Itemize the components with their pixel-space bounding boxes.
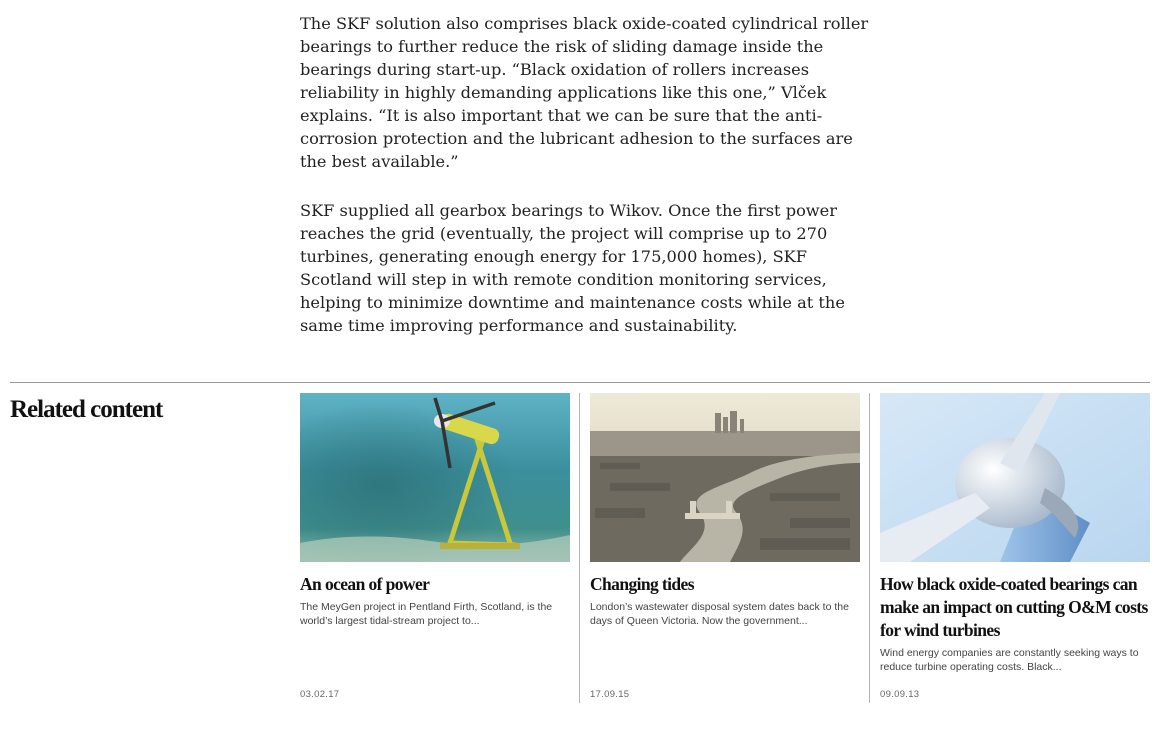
section-divider bbox=[10, 382, 1150, 383]
related-card-title[interactable]: An ocean of power bbox=[300, 574, 430, 594]
related-card-black-oxide-bearings[interactable] bbox=[880, 393, 1150, 703]
card-separator bbox=[869, 393, 870, 703]
related-card-excerpt: Wind energy companies are constantly seeking ways to reduce turbine operating costs. Black... bbox=[880, 647, 1139, 673]
related-card-excerpt: The MeyGen project in Pentland Firth, Scotland, is the world’s largest tidal-stream project to... bbox=[300, 601, 553, 627]
card-separator bbox=[579, 393, 580, 703]
underwater-tidal-turbine-image[interactable] bbox=[300, 393, 570, 562]
related-card-title[interactable]: How black oxide-coated bearings can make an impact on cutting O&M costs for wind turbines bbox=[880, 574, 1148, 640]
related-content-heading: Related content bbox=[10, 396, 163, 423]
article-paragraph: The SKF solution also comprises black oxide-coated cylindrical roller bearings to further reduce the risk of sliding damage inside the bearings during start-up. “Black oxidation of rollers increases reliability in highly demanding applications like this one,” Vlček explains. “It is also important that we can be sure that the anti-corrosion protection and the lubricant adhesion to the surfaces are the best available.” bbox=[300, 14, 869, 171]
article-paragraph: SKF supplied all gearbox bearings to Wikov. Once the first power reaches the grid (eventually, the project will comprise up to 270 turbines, generating enough energy for 175,000 homes), SKF Scotland will step in with remote condition monitoring services, helping to minimize downtime and maintenance costs while at the same time improving performance and sustainability. bbox=[300, 201, 845, 335]
related-card-title[interactable]: Changing tides bbox=[590, 574, 694, 594]
article-body bbox=[300, 12, 880, 363]
related-card-changing-tides[interactable] bbox=[590, 393, 860, 703]
wind-turbine-nacelle-image[interactable] bbox=[880, 393, 1150, 562]
london-aerial-thames-image[interactable] bbox=[590, 393, 860, 562]
related-card-date: 09.09.13 bbox=[880, 689, 920, 700]
related-card-date: 17.09.15 bbox=[590, 689, 630, 700]
related-card-excerpt: London’s wastewater disposal system dates back to the days of Queen Victoria. Now the government... bbox=[590, 601, 849, 627]
related-card-date: 03.02.17 bbox=[300, 689, 340, 700]
related-card-ocean-of-power[interactable] bbox=[300, 393, 570, 703]
